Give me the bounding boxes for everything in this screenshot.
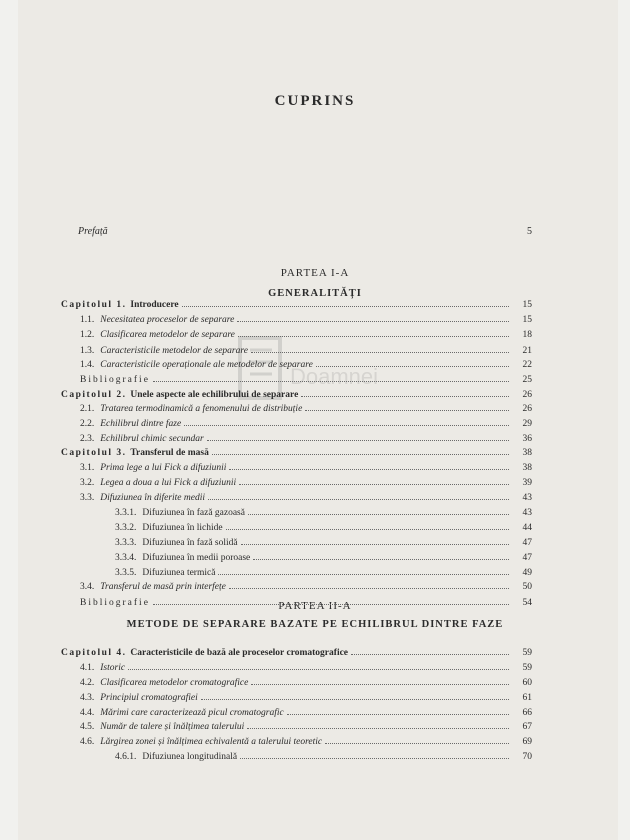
toc-entry-label bbox=[61, 448, 209, 458]
section-number: 1.4. bbox=[80, 360, 95, 370]
toc-page-number: 26 bbox=[522, 404, 532, 414]
toc-entry-label bbox=[115, 508, 245, 518]
part-one-heading: PARTEA I-A bbox=[280, 267, 350, 279]
toc-page-number: 59 bbox=[522, 648, 532, 658]
dot-leader bbox=[240, 750, 509, 759]
section-number: 4.2. bbox=[80, 678, 95, 688]
watermark-text: Doamnei bbox=[290, 364, 379, 389]
toc-entry[interactable] bbox=[80, 417, 532, 431]
section-title: Caracteristicile metodelor de separare bbox=[100, 346, 248, 356]
toc-entry-label bbox=[80, 478, 236, 488]
chapter-title: Transferul de masă bbox=[130, 448, 209, 458]
toc-entry[interactable] bbox=[115, 536, 532, 550]
preface-label: Prefață bbox=[78, 226, 108, 237]
section-title: Difuziunea termică bbox=[142, 568, 216, 578]
dot-leader bbox=[287, 706, 509, 715]
section-number: 2.3. bbox=[80, 434, 95, 444]
toc-entry[interactable] bbox=[80, 402, 532, 416]
toc-entry-label bbox=[115, 568, 215, 578]
section-title: Clasificarea metodelor de separare bbox=[100, 330, 235, 340]
section-title: Echilibrul dintre faze bbox=[100, 419, 182, 429]
toc-entry-label bbox=[61, 648, 348, 658]
toc-page-number: 25 bbox=[522, 375, 532, 385]
toc-page-number: 38 bbox=[522, 448, 532, 458]
toc-entry[interactable] bbox=[80, 461, 532, 475]
dot-leader bbox=[305, 402, 509, 411]
dot-leader bbox=[253, 551, 509, 560]
dot-leader bbox=[229, 580, 509, 589]
section-title: Caracteristicile operaționale ale metodelor de separare bbox=[100, 360, 313, 370]
section-title: Principiul cromatografiei bbox=[100, 693, 198, 703]
dot-leader bbox=[251, 344, 509, 353]
section-number: 3.3.2. bbox=[115, 523, 137, 533]
dot-leader bbox=[153, 596, 509, 605]
toc-entry-label bbox=[61, 390, 298, 400]
dot-leader bbox=[351, 646, 509, 655]
toc-entry[interactable] bbox=[115, 750, 532, 764]
toc-page-number: 26 bbox=[522, 390, 532, 400]
toc-entry-label bbox=[80, 582, 226, 592]
toc-entry[interactable] bbox=[80, 706, 532, 720]
toc-entry[interactable] bbox=[61, 446, 532, 460]
toc-entry-label bbox=[80, 404, 302, 414]
section-title: Legea a doua a lui Fick a difuziunii bbox=[100, 478, 237, 488]
toc-entry-label bbox=[80, 330, 235, 340]
toc-page-number: 49 bbox=[522, 568, 532, 578]
dot-leader bbox=[238, 328, 509, 337]
toc-entry[interactable] bbox=[80, 491, 532, 505]
toc-page-number: 60 bbox=[522, 678, 532, 688]
section-title: Difuziunea în medii poroase bbox=[142, 553, 251, 563]
toc-entry-label bbox=[80, 663, 125, 673]
section-number: 4.6. bbox=[80, 737, 95, 747]
section-title: Lărgirea zonei și înălțimea echivalentă a talerului teoretic bbox=[100, 737, 323, 747]
toc-entry-label bbox=[80, 315, 234, 325]
part-one-subtitle: GENERALITĂȚI bbox=[268, 288, 362, 299]
dot-leader bbox=[153, 373, 509, 382]
toc-entry[interactable] bbox=[80, 328, 532, 342]
section-title: Difuziunea longitudinală bbox=[142, 752, 238, 762]
dot-leader bbox=[251, 676, 509, 685]
section-title: Necesitatea proceselor de separare bbox=[100, 315, 235, 325]
section-title: Difuziunea în fază solidă bbox=[142, 538, 238, 548]
toc-page-number: 36 bbox=[522, 434, 532, 444]
toc-page-number: 39 bbox=[522, 478, 532, 488]
section-number: 3.3.1. bbox=[115, 508, 137, 518]
toc-page-number: 21 bbox=[522, 346, 532, 356]
toc-page-number: 54 bbox=[522, 598, 532, 608]
toc-entry[interactable] bbox=[115, 551, 532, 565]
toc-page-number: 59 bbox=[522, 663, 532, 673]
dot-leader bbox=[218, 566, 509, 575]
section-number: 4.4. bbox=[80, 708, 95, 718]
section-number: 3.3. bbox=[80, 493, 95, 503]
toc-page-number: 15 bbox=[522, 315, 532, 325]
toc-entry[interactable] bbox=[61, 646, 532, 660]
toc-entry-label: Bibliografie bbox=[80, 598, 150, 608]
toc-entry-label bbox=[80, 678, 248, 688]
chapter-number: Capitolul 2. bbox=[61, 390, 131, 400]
toc-entry-label bbox=[80, 360, 313, 370]
toc-page-number: 22 bbox=[522, 360, 532, 370]
section-number: 3.3.3. bbox=[115, 538, 137, 548]
toc-page-number: 44 bbox=[522, 523, 532, 533]
toc-page-number: 15 bbox=[522, 300, 532, 310]
dot-leader bbox=[247, 720, 509, 729]
toc-entry[interactable] bbox=[80, 661, 532, 675]
preface-page: 5 bbox=[527, 226, 532, 237]
section-number: 3.3.4. bbox=[115, 553, 137, 563]
dot-leader bbox=[237, 313, 509, 322]
dot-leader bbox=[229, 461, 509, 470]
dot-leader bbox=[128, 661, 509, 670]
toc-entry-label bbox=[80, 493, 205, 503]
toc-page-number: 70 bbox=[522, 752, 532, 762]
dot-leader bbox=[248, 506, 509, 515]
chapter-title: Introducere bbox=[130, 300, 179, 310]
dot-leader bbox=[201, 691, 509, 700]
chapter-number: Capitolul 1. bbox=[61, 300, 131, 310]
chapter-title: Unele aspecte ale echilibrului de separare bbox=[130, 390, 299, 400]
section-title: Difuziunea în diferite medii bbox=[100, 493, 206, 503]
dot-leader bbox=[301, 388, 509, 397]
toc-entry-label bbox=[80, 434, 204, 444]
toc-entry[interactable] bbox=[61, 388, 532, 402]
toc-entry[interactable] bbox=[80, 735, 532, 749]
section-title: Echilibrul chimic secundar bbox=[100, 434, 204, 444]
section-number: 1.3. bbox=[80, 346, 95, 356]
toc-page-number: 61 bbox=[522, 693, 532, 703]
chapter-title: Caracteristicile de bază ale proceselor cromatografice bbox=[130, 648, 349, 658]
dot-leader bbox=[325, 735, 509, 744]
toc-entry-label bbox=[80, 737, 322, 747]
toc-page-number: 29 bbox=[522, 419, 532, 429]
toc-entry-label bbox=[80, 419, 181, 429]
dot-leader bbox=[316, 358, 509, 367]
dot-leader bbox=[182, 298, 509, 307]
toc-entry-label bbox=[61, 300, 179, 310]
toc-entry[interactable] bbox=[80, 580, 532, 594]
dot-leader bbox=[226, 521, 509, 530]
toc-page-number: 47 bbox=[522, 538, 532, 548]
toc-page-number: 66 bbox=[522, 708, 532, 718]
toc-page-number: 69 bbox=[522, 737, 532, 747]
section-number: 2.1. bbox=[80, 404, 95, 414]
toc-entry-label bbox=[80, 708, 284, 718]
dot-leader bbox=[184, 417, 509, 426]
toc-entry[interactable] bbox=[80, 676, 532, 690]
chapter-number: Capitolul 3. bbox=[61, 448, 131, 458]
toc-entry[interactable] bbox=[80, 313, 532, 327]
section-title: Difuziunea în fază gazoasă bbox=[142, 508, 245, 518]
section-title: Prima lege a lui Fick a difuziunii bbox=[100, 463, 227, 473]
toc-entry-label bbox=[115, 553, 250, 563]
toc-page-number: 18 bbox=[522, 330, 532, 340]
preface-entry[interactable] bbox=[78, 226, 532, 237]
section-number: 1.1. bbox=[80, 315, 95, 325]
section-title: Difuziunea în lichide bbox=[142, 523, 223, 533]
toc-entry-label bbox=[80, 722, 244, 732]
section-title: Clasificarea metodelor cromatografice bbox=[100, 678, 249, 688]
toc-entry[interactable] bbox=[80, 344, 532, 358]
toc-entry-label bbox=[80, 693, 198, 703]
toc-entry-label bbox=[115, 538, 238, 548]
toc-entry[interactable] bbox=[80, 476, 532, 490]
toc-page-number: 67 bbox=[522, 722, 532, 732]
toc-entry[interactable] bbox=[61, 298, 532, 312]
dot-leader bbox=[208, 491, 509, 500]
section-number: 3.4. bbox=[80, 582, 95, 592]
toc-page-number: 47 bbox=[522, 553, 532, 563]
chapter-number: Capitolul 4. bbox=[61, 648, 131, 658]
part-two-subtitle: METODE DE SEPARARE BAZATE PE ECHILIBRUL DINTRE FAZE bbox=[126, 619, 504, 630]
toc-entry-label bbox=[115, 523, 223, 533]
section-number: 2.2. bbox=[80, 419, 95, 429]
toc-entry-label bbox=[80, 463, 226, 473]
toc-page-number: 50 bbox=[522, 582, 532, 592]
section-title: Istoric bbox=[100, 663, 126, 673]
section-number: 4.5. bbox=[80, 722, 95, 732]
section-number: 4.1. bbox=[80, 663, 95, 673]
section-number: 4.6.1. bbox=[115, 752, 137, 762]
toc-entry[interactable] bbox=[115, 566, 532, 580]
toc-entry-label bbox=[115, 752, 237, 762]
dot-leader bbox=[212, 446, 509, 455]
section-number: 3.2. bbox=[80, 478, 95, 488]
section-number: 4.3. bbox=[80, 693, 95, 703]
section-number: 3.1. bbox=[80, 463, 95, 473]
toc-entry[interactable] bbox=[80, 720, 532, 734]
toc-entry[interactable] bbox=[80, 373, 532, 387]
section-title: Număr de talere și înălțimea talerului bbox=[100, 722, 245, 732]
toc-entry[interactable] bbox=[80, 358, 532, 372]
section-title: Tratarea termodinamică a fenomenului de distribuție bbox=[100, 404, 303, 414]
section-title: Transferul de masă prin interfețe bbox=[100, 582, 226, 592]
toc-page-number: 43 bbox=[522, 508, 532, 518]
toc-entry[interactable] bbox=[80, 691, 532, 705]
section-number: 3.3.5. bbox=[115, 568, 137, 578]
toc-page-number: 43 bbox=[522, 493, 532, 503]
toc-entry-label: Bibliografie bbox=[80, 375, 150, 385]
toc-entry[interactable] bbox=[115, 506, 532, 520]
section-title: Mărimi care caracterizează picul cromatografic bbox=[100, 708, 284, 718]
dot-leader bbox=[207, 432, 509, 441]
part-two-heading: PARTEA II-A bbox=[278, 600, 352, 612]
toc-entry[interactable] bbox=[80, 432, 532, 446]
toc-page-number: 38 bbox=[522, 463, 532, 473]
dot-leader bbox=[241, 536, 509, 545]
page-title: CUPRINS bbox=[274, 93, 356, 109]
toc-entry[interactable] bbox=[115, 521, 532, 535]
toc-entry[interactable] bbox=[80, 596, 532, 610]
dot-leader bbox=[239, 476, 509, 485]
toc-entry-label bbox=[80, 346, 248, 356]
section-number: 1.2. bbox=[80, 330, 95, 340]
